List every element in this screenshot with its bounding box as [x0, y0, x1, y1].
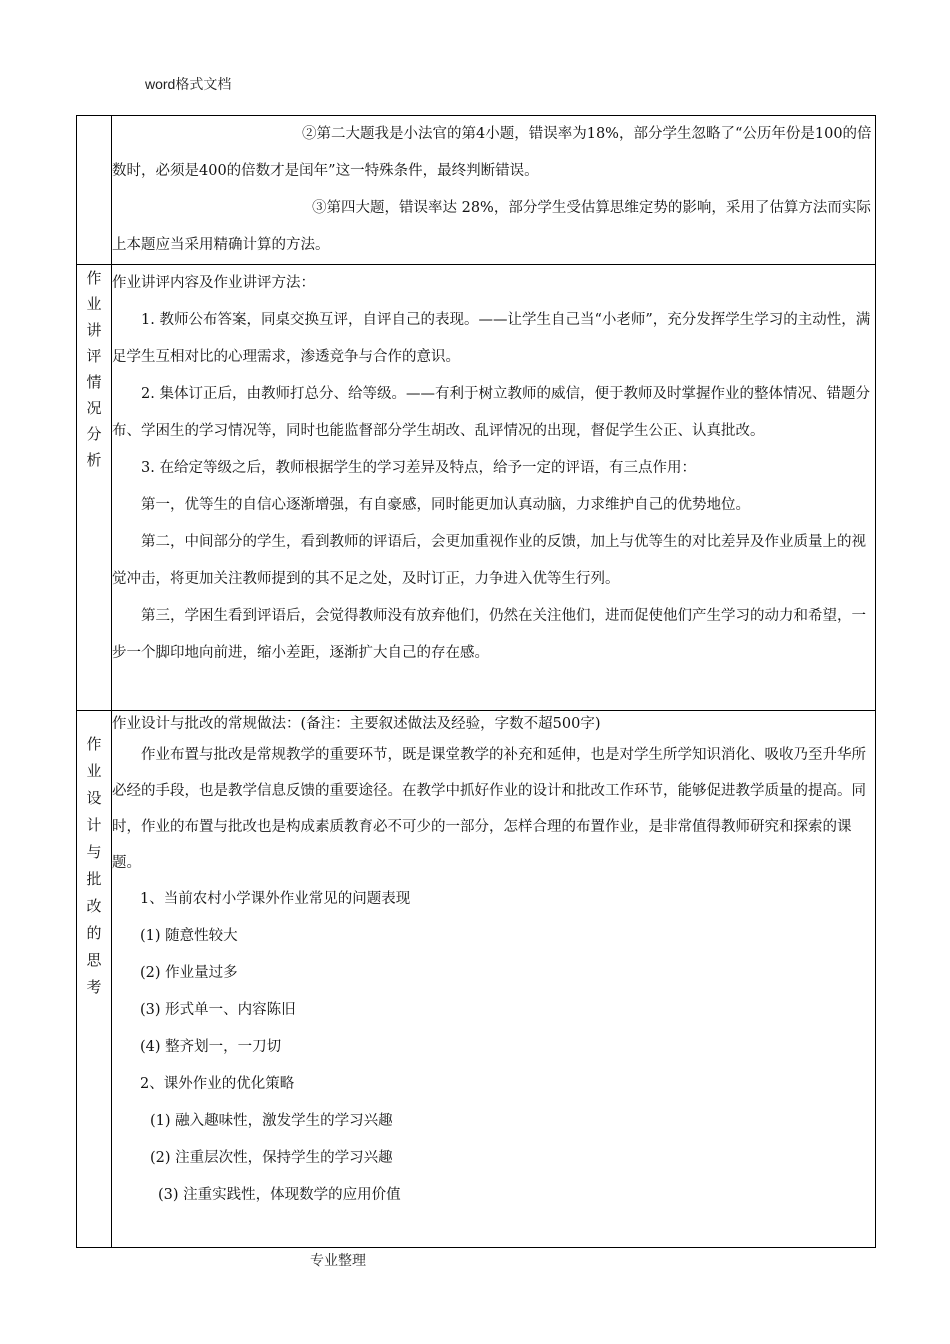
- table-row-review-analysis: [77, 265, 876, 711]
- review-effect-1: 第一，优等生的自信心逐渐增强，有自豪感，同时能更加认真动脑，力求维护自己的优势地位。: [141, 497, 750, 513]
- row2-label: 作 业 讲 评 情 况 分 析: [77, 265, 112, 711]
- page-header: word格式文档: [145, 76, 232, 92]
- table-row-error-analysis: [77, 116, 876, 265]
- review-effect-2: 第二，中间部分的学生，看到教师的评语后，会更加重视作业的反馈，加上与优等生的对比差异及作业质量上的视觉冲击，将更加关注教师提到的其不足之处，及时订正，力争进入优等生行列。: [112, 534, 866, 587]
- review-method-3: 3. 在给定等级之后，教师根据学生的学习差异及特点，给予一定的评语，有三点作用：: [141, 460, 696, 476]
- error-item-2: ②第二大题我是小法官的第4小题，错误率为18%，部分学生忽略了“公历年份是100的倍数时，必须是400的倍数才是闰年”这一特殊条件，最终判断错误。: [112, 126, 872, 179]
- table-row-design-reflection: [77, 711, 876, 1248]
- review-method-2: 2. 集体订正后，由教师打总分、给等级。——有利于树立教师的威信，便于教师及时掌握作业的整体情况、错题分布、学困生的学习情况等，同时也能监督部分学生胡改、乱评情况的出现，督促学生公正、认真批改。: [112, 386, 870, 439]
- review-title: 作业讲评内容及作业讲评方法：: [112, 275, 315, 291]
- problem-item: (4) 整齐划一，一刀切: [140, 1039, 282, 1055]
- page-footer: 专业整理: [310, 1252, 366, 1268]
- problem-item: (2) 作业量过多: [140, 965, 238, 981]
- row1-content: [112, 116, 876, 265]
- row3-content: [112, 711, 876, 1248]
- row1-label: [77, 116, 112, 265]
- review-effect-3: 第三，学困生看到评语后，会觉得教师没有放弃他们，仍然在关注他们，进而促使他们产生学习的动力和希望，一步一个脚印地向前进，缩小差距，逐渐扩大自己的存在感。: [112, 608, 866, 661]
- design-title: 作业设计与批改的常规做法：(备注：主要叙述做法及经验，字数不超500字): [112, 716, 601, 732]
- row2-content: [112, 265, 876, 711]
- strategy-item: (2) 注重层次性，保持学生的学习兴趣: [150, 1150, 393, 1166]
- homework-analysis-table: [76, 115, 876, 1248]
- problem-item: (3) 形式单一、内容陈旧: [140, 1002, 296, 1018]
- review-method-1: 1. 教师公布答案，同桌交换互评，自评自己的表现。——让学生自己当“小老师”，充分发挥学生学习的主动性，满足学生互相对比的心理需求，渗透竞争与合作的意识。: [112, 312, 871, 365]
- problems-heading: 1、当前农村小学课外作业常见的问题表现: [140, 891, 411, 907]
- error-item-3: ③第四大题，错误率达 28%，部分学生受估算思维定势的影响，采用了估算方法而实际上本题应当采用精确计算的方法。: [112, 200, 871, 253]
- strategy-item: (3) 注重实践性，体现数学的应用价值: [158, 1187, 401, 1203]
- row3-label: 作 业 设 计 与 批 改 的 思 考: [77, 711, 112, 1248]
- design-intro: 作业布置与批改是常规教学的重要环节，既是课堂教学的补充和延伸，也是对学生所学知识消化、吸收乃至升华所必经的手段，也是教学信息反馈的重要途径。在教学中抓好作业的设计和批改工作环节，能够促进教学质量的提高。同时，作业的布置与批改也是构成素质教育必不可少的一部分，怎样合理的布置作业，是非常值得教师研究和探索的课题。: [112, 747, 866, 871]
- problem-item: (1) 随意性较大: [140, 928, 238, 944]
- strategy-item: (1) 融入趣味性，激发学生的学习兴趣: [150, 1113, 393, 1129]
- strategies-heading: 2、课外作业的优化策略: [140, 1076, 295, 1092]
